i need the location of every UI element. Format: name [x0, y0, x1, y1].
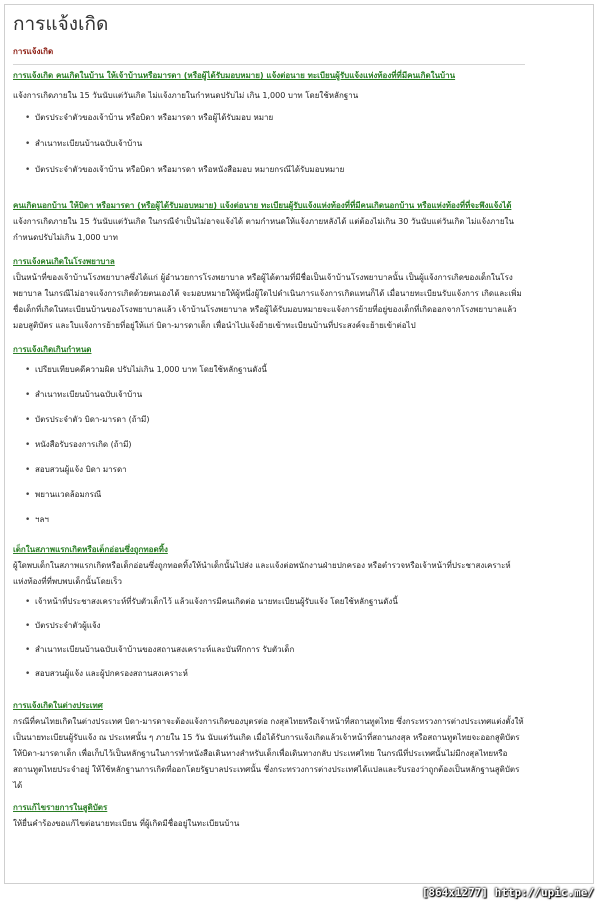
- section-link-birth-in-hospital[interactable]: การแจ้งคนเกิดในโรงพยาบาล: [13, 257, 115, 266]
- image-host-watermark: [864x1277] http://upic.me/: [421, 886, 594, 899]
- list-item: • สอบสวนผู้แจ้ง บิดา มารดา: [13, 464, 525, 476]
- document-list: [13, 596, 525, 680]
- list-item: • บัตรประจำตัว บิดา-มารดา (ถ้ามี): [13, 414, 525, 426]
- list-item: • ฯลฯ: [13, 514, 525, 526]
- document-list: [13, 364, 525, 526]
- article: [13, 10, 525, 832]
- list-item: • หนังสือรับรองการเกิด (ถ้ามี): [13, 439, 525, 451]
- list-item: • บัตรประจำตัวของเจ้าบ้าน หรือบิดา หรือมารดา หรือผู้ได้รับมอบ หมาย: [13, 112, 525, 124]
- document-list: [13, 112, 525, 176]
- list-item: • สำเนาทะเบียนบ้านฉบับเจ้าบ้านของสถานสงเคราะห์และบันทึกการ รับตัวเด็ก: [13, 644, 525, 656]
- section-link-birth-abroad[interactable]: การแจ้งเกิดในต่างประเทศ: [13, 701, 103, 710]
- list-item: • สอบสวนผู้แจ้ง และผู้ปกครองสถานสงเคราะห์: [13, 668, 525, 680]
- section-link-abandoned-infant[interactable]: เด็กในสภาพแรกเกิดหรือเด็กอ่อนซึ่งถูกทอดทิ้ง: [13, 545, 168, 554]
- section-paragraph: ให้ยื่นคำร้องขอแก้ไขต่อนายทะเบียน ที่ผู้เกิดมีชื่ออยู่ในทะเบียนบ้าน: [13, 819, 240, 828]
- list-item: • สำเนาทะเบียนบ้านฉบับเจ้าบ้าน: [13, 389, 525, 401]
- list-item: • สำเนาทะเบียนบ้านฉบับเจ้าบ้าน: [13, 138, 525, 150]
- section-link-birth-certificate-correction[interactable]: การแก้ไขรายการในสูติบัตร: [13, 803, 108, 812]
- section-paragraph: ผู้ใดพบเด็กในสภาพแรกเกิดหรือเด็กอ่อนซึ่งถูกทอดทิ้งให้นำเด็กนั้นไปส่ง และแจ้งต่อพนักงานฝ่ายปกครอง หรือตำรวจหรือเจ้าหน้าที่ประชาสงเคราะห์แห่งท้องที่ที่พบพบเด็กนั้นโดยเร็ว: [13, 561, 511, 586]
- section-paragraph: แจ้งการเกิดภายใน 15 วันนับแต่วันเกิด ไม่แจ้งภายในกำหนดปรับไม่ เกิน 1,000 บาท โดยใช้หลักฐาน: [13, 91, 359, 100]
- page-subtitle: การแจ้งเกิด: [13, 47, 54, 56]
- list-item: • เปรียบเทียบคดีความผิด ปรับไม่เกิน 1,000 บาท โดยใช้หลักฐานดังนี้: [13, 364, 525, 376]
- divider: [13, 64, 525, 65]
- list-item: • บัตรประจำตัวผู้แจ้ง: [13, 620, 525, 632]
- section-link-birth-in-house[interactable]: การแจ้งเกิด คนเกิดในบ้าน ให้เจ้าบ้านหรือมารดา (หรือผู้ได้รับมอบหมาย) แจ้งต่อนาย ทะเบียนผู้รับแจ้งแห่งท้องที่ที่มีคนเกิดในบ้าน: [13, 71, 456, 80]
- section-link-birth-outside-house[interactable]: คนเกิดนอกบ้าน ให้บิดา หรือมารดา (หรือผู้ได้รับมอบหมาย) แจ้งต่อนาย ทะเบียนผู้รับแจ้งแห่งท้องที่ที่มีคนเกิดนอกบ้าน หรือแห่งท้องที่ที่จะพึงแจ้งได้: [13, 201, 512, 210]
- section-link-late-registration[interactable]: การแจ้งเกิดเกินกำหนด: [13, 345, 92, 354]
- section-paragraph: กรณีที่คนไทยเกิดในต่างประเทศ บิดา-มารดาจะต้องแจ้งการเกิดของบุตรต่อ กงสุลไทยหรือเจ้าหน้าที่สถานทูตไทย ซึ่งกระทรวงการต่างประเทศแต่งตั้งให้เป็นนายทะเบียนผู้รับแจ้ง ณ ประเทศนั้น ๆ ภายใน 15 วัน นับแต่วันเกิด เมื่อได้รับการแจ้งเกิดแล้วเจ้าหน้าที่สถานกงสุล หรือสถานทูตไทยจะออกสูติบัตรให้บิดา-มารดาเด็ก เพื่อเก็บไว้เป็นหลักฐานในการทำหนังสือเดินทางสำหรับเด็กเพื่อเดินทางกลับ ประเทศไทย ในกรณีที่ประเทศนั้นไม่มีกงสุลไทยหรือสถานทูตไทยประจำอยู่ ให้ใช้หลักฐานการเกิดที่ออกโดยรัฐบาลประเทศนั้น ซึ่งกระทรวงการต่างประเทศได้แปลและรับรองว่าถูกต้องเป็นหลักฐานสูติบัตรได้: [13, 717, 524, 790]
- section-paragraph: เป็นหน้าที่ของเจ้าบ้านโรงพยาบาลซึ่งได้แก่ ผู้อำนวยการโรงพยาบาล หรือผู้ได้ตามที่มีชื่อเป็นเจ้าบ้านโรงพยาบาลนั้น เป็นผู้แจ้งการเกิดของเด็กในโรงพยาบาล ในกรณีไม่อาจแจ้งการเกิดด้วยตนเองได้ จะมอบหมายให้ผู้หนึ่งผู้ใดไปดำเนินการแจ้งการเกิดแทนก็ได้ เมื่อนายทะเบียนรับแจ้งการ เกิดและเพิ่มชื่อเด็กที่เกิดในทะเบียนบ้านของโรงพยาบาลแล้ว เจ้าบ้านโรงพยาบาล หรือผู้ได้รับมอบหมายจะแจ้งการย้ายที่อยู่ของเด็กที่เกิดออกจากโรงพยาบาลแล้วมอบสูติบัตร และใบแจ้งการย้ายที่อยู่ให้แก่ บิดา-มารดาเด็ก เพื่อนำไปแจ้งย้ายเข้าทะเบียนบ้านที่ประสงค์จะย้ายเข้าต่อไป: [13, 273, 522, 330]
- list-item: • บัตรประจำตัวของเจ้าบ้าน หรือบิดา หรือมารดา หรือหนังสือมอบ หมายกรณีได้รับมอบหมาย: [13, 164, 525, 176]
- section-paragraph: แจ้งการเกิดภายใน 15 วันนับแต่วันเกิด ในกรณีจำเป็นไม่อาจแจ้งได้ ตามกำหนดให้แจ้งภายหลังได้ แต่ต้องไม่เกิน 30 วันนับแต่วันเกิด ไม่แจ้งภายในกำหนดปรับไม่เกิน 1,000 บาท: [13, 217, 514, 242]
- page-title: การแจ้งเกิด: [13, 13, 109, 35]
- list-item: • เจ้าหน้าที่ประชาสงเคราะห์ที่รับตัวเด็กไว้ แล้วแจ้งการมีคนเกิดต่อ นายทะเบียนผู้รับแจ้ง โดยใช้หลักฐานดังนี้: [13, 596, 525, 608]
- list-item: • พยานแวดล้อมกรณี: [13, 489, 525, 501]
